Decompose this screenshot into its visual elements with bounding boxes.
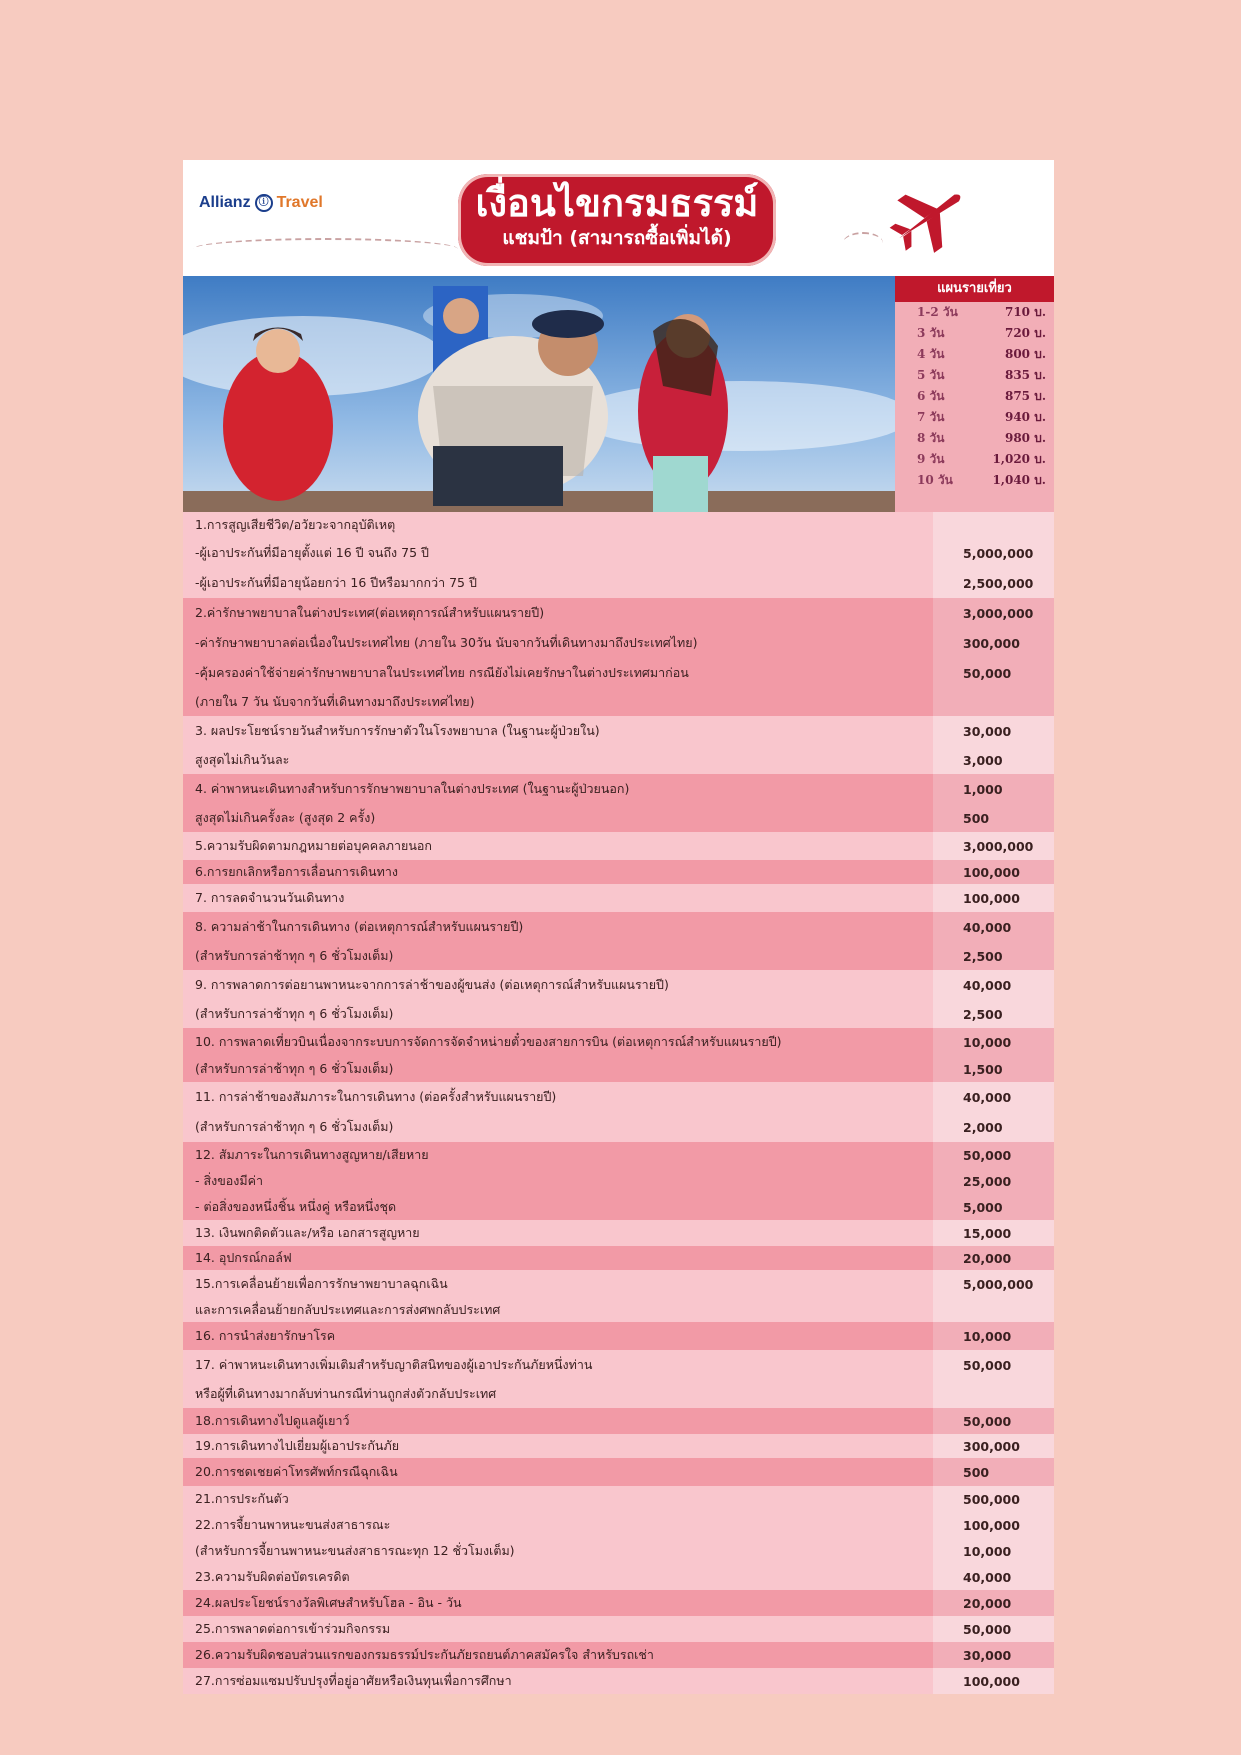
coverage-value: 500	[933, 804, 1054, 832]
coverage-table	[183, 512, 1054, 1694]
coverage-row	[183, 804, 1054, 832]
plan-price: 835 บ.	[1004, 368, 1046, 382]
plan-row	[895, 323, 1054, 344]
plan-row	[895, 365, 1054, 386]
coverage-row	[183, 658, 1054, 688]
coverage-row	[183, 746, 1054, 774]
coverage-label: 1.การสูญเสียชีวิต/อวัยวะจากอุบัติเหตุ	[183, 512, 933, 538]
plan-days: 4 วัน	[917, 347, 945, 361]
plan-row	[895, 302, 1054, 323]
plan-row	[895, 449, 1054, 470]
coverage-value	[933, 688, 1054, 716]
coverage-value: 50,000	[933, 658, 1054, 688]
coverage-value: 40,000	[933, 970, 1054, 1000]
coverage-row	[183, 1168, 1054, 1194]
coverage-value: 50,000	[933, 1350, 1054, 1380]
coverage-value: 2,500,000	[933, 568, 1054, 598]
plan-days: 7 วัน	[917, 410, 945, 424]
coverage-label: -คุ้มครองค่าใช้จ่ายค่ารักษาพยาบาลในประเทศไทย กรณียังไม่เคยรักษาในต่างประเทศมาก่อน	[183, 658, 933, 688]
coverage-row	[183, 860, 1054, 884]
coverage-value: 300,000	[933, 628, 1054, 658]
coverage-label: (ภายใน 7 วัน นับจากวันที่เดินทางมาถึงประเทศไทย)	[183, 688, 933, 716]
coverage-value: 3,000,000	[933, 598, 1054, 628]
plan-price: 710 บ.	[1004, 305, 1046, 319]
coverage-label: -ผู้เอาประกันที่มีอายุน้อยกว่า 16 ปีหรือมากกว่า 75 ปี	[183, 568, 933, 598]
coverage-row	[183, 1322, 1054, 1350]
coverage-value: 10,000	[933, 1028, 1054, 1056]
coverage-label: 9. การพลาดการต่อยานพาหนะจากการล่าช้าของผู้ขนส่ง (ต่อเหตุการณ์สำหรับแผนรายปี)	[183, 970, 933, 1000]
coverage-row	[183, 1434, 1054, 1458]
coverage-row	[183, 1642, 1054, 1668]
page-title: เงื่อนไขกรมธรรม์	[475, 181, 759, 225]
coverage-value: 100,000	[933, 1512, 1054, 1538]
coverage-row	[183, 538, 1054, 568]
coverage-label: 26.ความรับผิดชอบส่วนแรกของกรมธรรม์ประกันภัยรถยนต์ภาคสมัครใจ สำหรับรถเช่า	[183, 1642, 933, 1668]
coverage-value: 50,000	[933, 1408, 1054, 1434]
coverage-value	[933, 1380, 1054, 1408]
coverage-label: - สิ่งของมีค่า	[183, 1168, 933, 1194]
plan-days: 8 วัน	[917, 431, 945, 445]
dashed-path-left	[193, 238, 458, 260]
plan-price: 720 บ.	[1004, 326, 1046, 340]
brand-sub: Travel	[276, 194, 323, 211]
plan-row	[895, 386, 1054, 407]
plan-row	[895, 470, 1054, 491]
coverage-value: 1,000	[933, 774, 1054, 804]
coverage-row	[183, 970, 1054, 1000]
coverage-value: 100,000	[933, 884, 1054, 912]
coverage-row	[183, 1616, 1054, 1642]
coverage-value: 3,000,000	[933, 832, 1054, 860]
coverage-label: 8. ความล่าช้าในการเดินทาง (ต่อเหตุการณ์สำหรับแผนรายปี)	[183, 912, 933, 942]
coverage-value: 500,000	[933, 1486, 1054, 1512]
coverage-row	[183, 1112, 1054, 1142]
coverage-label: 20.การชดเชยค่าโทรศัพท์กรณีฉุกเฉิน	[183, 1458, 933, 1486]
travelers-photo	[183, 276, 895, 512]
coverage-value: 100,000	[933, 860, 1054, 884]
plans-panel	[895, 276, 1054, 512]
coverage-label: 21.การประกันตัว	[183, 1486, 933, 1512]
coverage-row	[183, 1082, 1054, 1112]
coverage-value: 2,500	[933, 942, 1054, 970]
coverage-label: (สำหรับการล่าช้าทุก ๆ 6 ชั่วโมงเต็ม)	[183, 1000, 933, 1028]
plan-row	[895, 407, 1054, 428]
brand-name: Allianz	[199, 194, 251, 211]
coverage-value: 40,000	[933, 1082, 1054, 1112]
coverage-row	[183, 1408, 1054, 1434]
plan-row	[895, 428, 1054, 449]
dashed-path-right	[843, 232, 883, 254]
coverage-row	[183, 1142, 1054, 1168]
coverage-row	[183, 598, 1054, 628]
coverage-value	[933, 512, 1054, 538]
plan-price: 940 บ.	[1004, 410, 1046, 424]
plan-price: 1,020 บ.	[992, 452, 1046, 466]
coverage-value: 500	[933, 1458, 1054, 1486]
coverage-label: 10. การพลาดเที่ยวบินเนื่องจากระบบการจัดการจัดจำหน่ายตั๋วของสายการบิน (ต่อเหตุการณ์สำหรับแผนรายปี)	[183, 1028, 933, 1056]
coverage-row	[183, 1000, 1054, 1028]
coverage-row	[183, 942, 1054, 970]
coverage-label: -ผู้เอาประกันที่มีอายุตั้งแต่ 16 ปี จนถึง 75 ปี	[183, 538, 933, 568]
plan-days: 9 วัน	[917, 452, 945, 466]
plan-days: 5 วัน	[917, 368, 945, 382]
allianz-logo-icon: ⓘ	[255, 194, 273, 212]
coverage-value: 3,000	[933, 746, 1054, 774]
coverage-value: 5,000,000	[933, 1270, 1054, 1298]
coverage-label: 5.ความรับผิดตามกฎหมายต่อบุคคลภายนอก	[183, 832, 933, 860]
coverage-value: 50,000	[933, 1616, 1054, 1642]
coverage-row	[183, 1512, 1054, 1538]
coverage-row	[183, 1056, 1054, 1082]
coverage-value: 10,000	[933, 1538, 1054, 1564]
coverage-row	[183, 716, 1054, 746]
coverage-value: 30,000	[933, 716, 1054, 746]
coverage-value: 30,000	[933, 1642, 1054, 1668]
coverage-value: 10,000	[933, 1322, 1054, 1350]
plan-price: 980 บ.	[1004, 431, 1046, 445]
plans-heading: แผนรายเที่ยว	[895, 276, 1054, 302]
coverage-row	[183, 1194, 1054, 1220]
coverage-label: 23.ความรับผิดต่อบัตรเครดิต	[183, 1564, 933, 1590]
coverage-label: 3. ผลประโยชน์รายวันสำหรับการรักษาตัวในโรงพยาบาล (ในฐานะผู้ป่วยใน)	[183, 716, 933, 746]
coverage-row	[183, 628, 1054, 658]
coverage-row	[183, 568, 1054, 598]
coverage-label: สูงสุดไม่เกินครั้งละ (สูงสุด 2 ครั้ง)	[183, 804, 933, 832]
insurance-card	[183, 160, 1054, 1689]
coverage-value: 40,000	[933, 1564, 1054, 1590]
coverage-value: 50,000	[933, 1142, 1054, 1168]
coverage-value: 40,000	[933, 912, 1054, 942]
coverage-label: 24.ผลประโยชน์รางวัลพิเศษสำหรับโฮล - อิน - วัน	[183, 1590, 933, 1616]
header	[183, 160, 1054, 276]
coverage-label: - ต่อสิ่งของหนึ่งชิ้น หนึ่งคู่ หรือหนึ่งชุด	[183, 1194, 933, 1220]
coverage-row	[183, 1590, 1054, 1616]
coverage-label: 25.การพลาดต่อการเข้าร่วมกิจกรรม	[183, 1616, 933, 1642]
page-subtitle: แชมป้า (สามารถซื้อเพิ่มได้)	[502, 227, 732, 249]
plan-price: 875 บ.	[1004, 389, 1046, 403]
coverage-row	[183, 884, 1054, 912]
coverage-row	[183, 512, 1054, 538]
airplane-icon	[883, 178, 973, 258]
coverage-row	[183, 1458, 1054, 1486]
coverage-label: สูงสุดไม่เกินวันละ	[183, 746, 933, 774]
brand-logo	[199, 194, 323, 212]
coverage-label: 22.การจี้ยานพาหนะขนส่งสาธารณะ	[183, 1512, 933, 1538]
coverage-label: 6.การยกเลิกหรือการเลื่อนการเดินทาง	[183, 860, 933, 884]
coverage-value: 25,000	[933, 1168, 1054, 1194]
coverage-value	[933, 1298, 1054, 1322]
coverage-label: 7. การลดจำนวนวันเดินทาง	[183, 884, 933, 912]
coverage-value: 20,000	[933, 1590, 1054, 1616]
coverage-value: 20,000	[933, 1246, 1054, 1270]
plan-days: 1-2 วัน	[917, 305, 958, 319]
coverage-label: 11. การล่าช้าของสัมภาระในการเดินทาง (ต่อครั้งสำหรับแผนรายปี)	[183, 1082, 933, 1112]
coverage-label: 18.การเดินทางไปดูแลผู้เยาว์	[183, 1408, 933, 1434]
coverage-row	[183, 912, 1054, 942]
coverage-label: 4. ค่าพาหนะเดินทางสำหรับการรักษาพยาบาลในต่างประเทศ (ในฐานะผู้ป่วยนอก)	[183, 774, 933, 804]
coverage-value: 5,000,000	[933, 538, 1054, 568]
coverage-row	[183, 832, 1054, 860]
title-banner	[458, 174, 776, 266]
coverage-label: และการเคลื่อนย้ายกลับประเทศและการส่งศพกลับประเทศ	[183, 1298, 933, 1322]
coverage-label: 19.การเดินทางไปเยี่ยมผู้เอาประกันภัย	[183, 1434, 933, 1458]
coverage-label: 2.ค่ารักษาพยาบาลในต่างประเทศ(ต่อเหตุการณ์สำหรับแผนรายปี)	[183, 598, 933, 628]
coverage-label: 12. สัมภาระในการเดินทางสูญหาย/เสียหาย	[183, 1142, 933, 1168]
coverage-value: 1,500	[933, 1056, 1054, 1082]
plan-row	[895, 344, 1054, 365]
coverage-label: 17. ค่าพาหนะเดินทางเพิ่มเติมสำหรับญาติสนิทของผู้เอาประกันภัยหนึ่งท่าน	[183, 1350, 933, 1380]
coverage-row	[183, 688, 1054, 716]
plans-list	[895, 302, 1054, 491]
coverage-row	[183, 1538, 1054, 1564]
coverage-value: 5,000	[933, 1194, 1054, 1220]
coverage-row	[183, 1028, 1054, 1056]
coverage-row	[183, 774, 1054, 804]
coverage-value: 2,000	[933, 1112, 1054, 1142]
coverage-row	[183, 1270, 1054, 1298]
coverage-row	[183, 1350, 1054, 1380]
plan-days: 10 วัน	[917, 473, 953, 487]
coverage-row	[183, 1668, 1054, 1694]
coverage-label: (สำหรับการจี้ยานพาหนะขนส่งสาธารณะทุก 12 ชั่วโมงเต็ม)	[183, 1538, 933, 1564]
coverage-row	[183, 1220, 1054, 1246]
coverage-label: (สำหรับการล่าช้าทุก ๆ 6 ชั่วโมงเต็ม)	[183, 1056, 933, 1082]
coverage-value: 2,500	[933, 1000, 1054, 1028]
coverage-row	[183, 1486, 1054, 1512]
coverage-row	[183, 1564, 1054, 1590]
plan-days: 3 วัน	[917, 326, 945, 340]
coverage-label: 16. การนำส่งยารักษาโรค	[183, 1322, 933, 1350]
coverage-label: 15.การเคลื่อนย้ายเพื่อการรักษาพยาบาลฉุกเฉิน	[183, 1270, 933, 1298]
coverage-label: (สำหรับการล่าช้าทุก ๆ 6 ชั่วโมงเต็ม)	[183, 1112, 933, 1142]
coverage-value: 100,000	[933, 1668, 1054, 1694]
plan-price: 1,040 บ.	[992, 473, 1046, 487]
coverage-label: 14. อุปกรณ์กอล์ฟ	[183, 1246, 933, 1270]
plan-days: 6 วัน	[917, 389, 945, 403]
coverage-row	[183, 1298, 1054, 1322]
coverage-value: 15,000	[933, 1220, 1054, 1246]
coverage-value: 300,000	[933, 1434, 1054, 1458]
coverage-label: (สำหรับการล่าช้าทุก ๆ 6 ชั่วโมงเต็ม)	[183, 942, 933, 970]
plan-price: 800 บ.	[1004, 347, 1046, 361]
coverage-label: หรือผู้ที่เดินทางมากลับท่านกรณีท่านถูกส่งตัวกลับประเทศ	[183, 1380, 933, 1408]
coverage-row	[183, 1380, 1054, 1408]
coverage-label: 27.การซ่อมแซมปรับปรุงที่อยู่อาศัยหรือเงินทุนเพื่อการศึกษา	[183, 1668, 933, 1694]
coverage-label: -ค่ารักษาพยาบาลต่อเนื่องในประเทศไทย (ภายใน 30วัน นับจากวันที่เดินทางมาถึงประเทศไทย)	[183, 628, 933, 658]
coverage-row	[183, 1246, 1054, 1270]
coverage-label: 13. เงินพกติดตัวและ/หรือ เอกสารสูญหาย	[183, 1220, 933, 1246]
